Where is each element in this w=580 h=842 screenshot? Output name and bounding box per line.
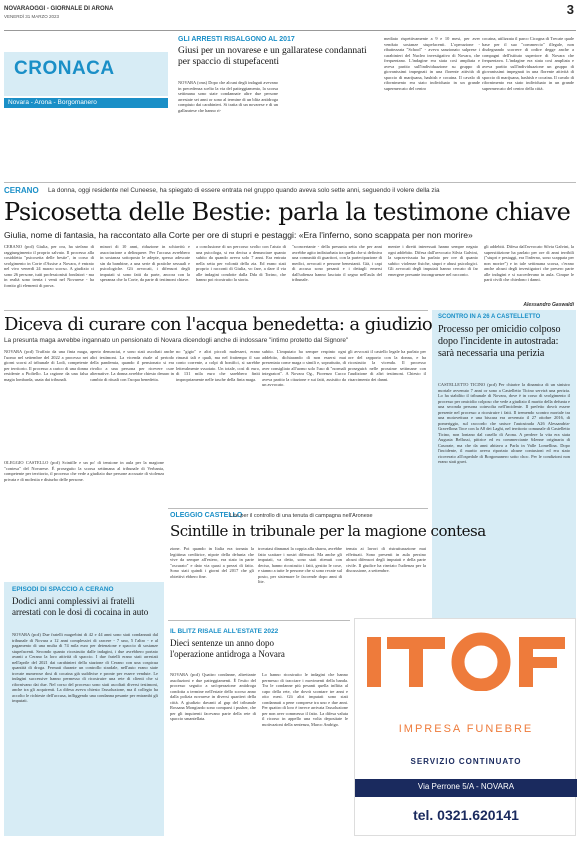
masthead: NOVARAOGGI - GIORNALE DI ARONA [4,6,114,12]
second-headline: Diceva di curare con l'acqua benedetta: a giudizio [4,314,433,335]
kicker-location: OLEGGIO CASTELLO [170,512,243,519]
article-kicker: GLI ARRESTI RISALGONO AL 2017 [178,36,295,43]
scintille-headline: Scintille in tribunale per la magione contesa [170,522,486,540]
article-column: minori di 10 anni, riduzione in schiavitù e associazione a delinquere. Per l'accusa avrebbero in sostanza sottoposto le adepte, spesso adescate sin da bambine, a una serie di pratiche sessuali e psicologiche. Gli avvocati, i difensori degli imputati si sono fatti da parte, ancora con la speranza che la Corte, da parte di testimoni chiave. [100,244,190,282]
ad-service: SERVIZIO CONTINUATO [410,757,522,766]
article-column: trovatasi dinnanzi la coppia alla sbarra, avrebbe fatto scattare i nostri difensori. Ma anche gli imputati, va detto, sono stati ritenuti con deciso, hanno ricostruito i fatti, gestito le cose, e stanno a tutte le persone che si sono recate sul posto, per sistemare le faccende dopo anni di lite. [258,546,342,584]
main-kicker-row [4,186,576,196]
article-column: "sconcertante - della presunta setta che per anni avrebbe agito indisturbata tra quella che si definiva una comunità di guaritori, con la partecipazione di medici, avvocati e persone benestanti. Già, i capi di accusa sono pesanti e i dettagli emersi dall'udienza hanno lasciato il segno nell'aula del tribunale. [292,244,382,282]
article-column: NOVARA (pcd) Quattro condanne, altrettante assoluzioni e due patteggiamenti. È l'esito del processo seguito a un'operazione antidroga condotta a termine nell'estate dello scorso anno dalla polizia novarese in diversi quartieri della città. A giudizio davanti al gup del tribunale Rossana Mongiardo sono comparsi i pusher, che per gli inquirenti facevano parte della rete di spaccio smantellata. [170,672,256,721]
kicker-location: CERANO [4,186,39,195]
article-arresti [178,36,574,176]
article-title: Giusi per un novarese e un gallaratese condannati per spaccio di stupefacenti [178,46,367,67]
main-subtitle: Giulia, nome di fantasia, ha raccontato alla Corte per ore di stupri e pestaggi: «Era l'inferno, sono scappata per non morire» [4,230,473,240]
header-rule [4,30,576,31]
article-column: gli avvocati il castello legale ha parlato per ore del rapporto con la donna, e ha ricostruito la vicenda. Il processo proseguirà nelle prossime settimane con l'audizione di altri testimoni. Chiesto il risarcimento dei danni. [348,349,426,382]
sidebar-box-cerano [4,582,164,836]
divider [168,620,350,621]
advertisement-itof[interactable] [354,618,576,836]
article-column: a conclusione di un percorso svolto con l'aiuto di una psicologa, si era decisa a denunciare quanto subito da quando aveva solo 7 anni. Era entrata nella setta per volontà della zia. Ed erano stati proprio i racconti di Giulia, vo fare, a dare il via alle indagini condotte dalla Dda di Torino, che hanno poi ricostruito la storia. [196,244,286,282]
article-column: OLEGGIO CASTELLO (pcd) Scintille e un po' di tensione in aula per la magione "contesa" del Novarese. È proseguito la scorsa settimana al tribunale di Verbania, competente per territorio, il processo che vede a giudizio due persone accusate di violenza privata e di molestia e disturbo delle persone. [4,460,164,482]
page-number: 3 [566,2,574,17]
article-column: no "gigio" e altri piccoli malesseri, erano rimasti tali e quali, ma nel frattempo il suo conto corrente, a colpi di bonifici, si sarebbe letteralmente svuotato. Un totale, così di euro, di 131 mila euro che sarebbero finiti impropriamente nelle tasche della finta maga. [176,349,260,382]
article-column: subito. L'imputato ha sempre respinto ogni addebito, dichiarando di non essersi mai presentata come maga o simili e, soprattutto, di aver consigliato all'uomo solo l'uso di "normali integratori". A Novara Og., Fiorenzo Cucco aveva partito la citazione e sui fatti, assistito da un avvocato. [262,349,346,387]
itof-logo [363,629,569,691]
blitz-kicker: IL BLITZ RISALE ALL'ESTATE 2022 [170,628,279,635]
ad-tagline: IMPRESA FUNEBRE [398,723,534,735]
article-column: aperto denunciai, e sono stati ascoltati anche altri testimoni. La vicenda risale al periodo della pandemia, quando il pensionato si era rivolto a una persona per ricevere cure alternative. La donna avrebbe chiesto denaro in cambio di rituali con l'acqua benedetta. [90,349,174,382]
article-column: Lo hanno ricostruito le indagini che hanno permesso di tracciare i movimenti della banda. Tra le condanne più pesanti quella inflitta al capo della rete, che dovrà scontare tre anni e otto mesi. Gli altri imputati sono stati condannati a pene comprese tra uno e due anni. Per quattro di loro è invece arrivata l'assoluzione per non aver commesso il fatto. La difesa valuta il ricorso in appello una volta depositate le motivazioni della sentenza, Marco Andrigo. [262,672,348,727]
section-subtitle-bar [4,98,168,108]
second-subtitle: La presunta maga avrebbe ingannato un pensionato di Novara dicendogli anche di indossare "intimo protetto dal Signore" [4,337,349,344]
ad-phone[interactable]: tel. 0321.620141 [413,807,519,823]
divider [4,310,428,311]
box-title: Processo per omicidio colposo dopo l'incidente in autostrada: sarà necessaria una perizia [438,324,561,359]
divider [168,508,428,509]
divider [4,182,576,183]
article-column: mentre i diretti interessati hanno sempre negato ogni addebito. Difesa dall'avvocato Silvia Galvini, la sopravvissuta ha parlato per ore di quanto subito: violenze fisiche, stupri e abusi psicologici. Gli avvocati degli imputati hanno cercato di far emergere presunte incongruenze nel racconto. [388,244,478,277]
article-signature: Alessandro Gaswaldi [523,302,574,308]
box-text: CASTELLETTO TICINO (pcd) Per chiarire la dinamica di un sinistro mortale avvenuto 7 anni or sono a Castelletto Ticino servirà una perizia. Lo ha stabilito il tribunale di Novara, dove è in corso di svolgimento il processo per omicidio colposo che vede a giudizio il marito della defunta e una seconda persona coinvolta nell'incidente. Il prefetto dovrà essere presente nel processo a ricostruire i fatti. Il tremendo scontro mortale tra una motovettura e una biscara era avvenuto il 27 ottobre 2016, di pomeriggio, sul raccordo che unisce l'autostrada A26 Alessandria-Gravellona Toce con la A8 dei Laghi, nel territorio comunale di Castelletto Ticino, non lontano dal casello di Arona. A perdere la vita era stata Augusta Bellussi, pittrice ed ex commerciante 64enne originaria di Casorate, ma che da anni abitava a Parla in Valle Lomellina. Dopo l'incidente, il marito aveva riportato alcune contusioni ed era stato ricoverato all'ospedale di Borgomanero sotto choc. Per le condizioni non erano stati gravi. [438,382,570,464]
article-column: cocaina, utilizzata il parco Cicogna di Trecate quale base per il suo "commercio" illegale, non disdegnando scorrere di ordire degge anche a compagni dell'istituto superiore di Novara che frequentava. L'indagine era stata così ampliata e aveva partito sull'individuazione un gruppo di giovanissimi impegnati in una florente attività di spaccio di marijuana, hashish e cocaina. Il cavalo di rifornimento era stato individuato in un grande supermercato del centro della città. [482,36,574,91]
article-column: NOVARA (pcd) Truffato da una finta maga, l'uomo nel settembre del 2022 a processo nei giorni scorsi al tribunale di Lodi, competente per territorio. Il processo a carico di una donna residente a Pioltello. La ragione da una falsa magia lombarda, usata dai tribunali. [4,349,88,382]
main-headline: Psicosetta delle Bestie: parla la testimone chiave [4,198,571,226]
section-banner [4,52,168,96]
section-subtitle: Novara - Arona - Borgomanero [8,99,97,106]
box-kicker: SCONTRO IN A 26 A CASTELLETTO [438,314,541,320]
blitz-title: Dieci sentenze un anno dopo l'operazione antidroga a Novara [170,638,285,659]
dateline: VENERDÌ 31 MARZO 2023 [4,14,60,19]
ad-address: Via Perrone 5/A - NOVARA [417,782,515,791]
article-column: zione. Poi quando in Italia era tornata la legittima creditrice, nipote della defunta che vive da sempre all'estero, era stato in parte "oscurato" e dato via quasi a prezzi di fatto. Sono stati quindi i giorni del 2017 che gli obiettivi ebbero fine. [170,546,254,579]
kicker-text: Lite per il controllo di una tenuta di campagna nell'Aronese [230,513,373,519]
box-title: Dodici anni complessivi ai fratelli arrestati con le dosi di cocaina in auto [12,596,149,617]
article-column: mediato rispettivamente a 9 e 10 mesi, per aver venduto sostanze stupefacenti. L'operazione - ribattezzata "School" - aveva sanzionato sulprese i carabinieri del Nucleo investigativo di Novara, che frequentano. L'indagine era stata così ampliata e aveva partito sull'individuazione su gruppo di giovanissimi impegnati in una florente attività di spaccio di marijuana, hashish e cocaina. Il cavalo di rifornimento era stato individuato in un grande supermercato del centro [384,36,480,91]
article-column: NOVARA (cms) Dopo che alcuni degli indagati avevano in precedenza scelto la via del patteggiamento, la scorsa settimana sono state condannate altre due persone arrestate sei anni or sono al termine di un blitz antidroga compiuto dai carabinieri. Si tratta di un novarese e di un gallaratese che hanno ri- [178,80,278,113]
kicker-text: La donna, oggi residente nel Cuneese, ha spiegato di essere entrata nel gruppo quando aveva solo sette anni, seguendo il volere della zia [48,187,440,194]
article-column: gli addebiti. Difesa dall'avvocato Silvia Galvini, la superstitizione ha parlato per ore di anni terribili ("stupri e pestaggi, era l'inferno, sono scappata per non morire") e in tale settimana scorsa, c'erano anche alcuni degli investigatori che presero parte alle indagini e si succedevano in aula. Cinque le parti civili che chiedono i danni. [484,244,574,282]
article-column: CERANO (pcd) Giulia, per ora, ha stefano di raggiungimento il proprio salvato. Il processo alla cosiddetta "psicosetta delle bestie", in corso di svolgimento in Corte d'Assise a Novara, è entrato nel vivo venerdì 24 marzo scorso. A giudizio ci sono 26 persone, tutti professionisti fondatori - ma in realtà sono trenta i venti nel Novarese - ha fornito gli elementi di prova. [4,244,94,288]
box-kicker: EPISODI DI SPACCIO A CERANO [12,586,114,593]
box-text: NOVARA (pcd) Due fratelli magrebini di 42 e 44 anni sono stati condannati dal tribunale di Novara a 12 anni complessivi di carcere - 7 uno, 5 l'altro - e al pagamento di una multa di 74 mila euro per detenzione e spaccio di sostanze stupefacenti. Secondo quanto ricostruito dalle indagini, i due avrebbero portato avanti a Cerano la loro attività di spaccio. I due fratelli erano stati arrestati nell'aprile del 2021 dai carabinieri della stazione di Cerano con una cospicua quantità di droga. Fermati durante un controllo stradale, nell'auto erano state trovate numerose dosi di cocaina già suddivise e pronte per essere vendute. Le indagini successive hanno permesso di ricostruire una rete di clienti che si rifornivano dai due. Nel corso del processo sono stati ascoltati diversi testimoni, anche tra gli acquirenti. La difesa aveva chiesto l'assoluzione, ma il collegio ha accolto le richieste dell'accusa, infliggendo una condanna pesante per entrambi gli imputati. [12,632,158,703]
article-column: tenuta ai lavori di ristrutturazione mai effettuati. Sono presenti in aula persino alcuni difensori degli imputati e della parte civile. Il giudice ha rinviato l'udienza per la discussione, a settembre. [346,546,426,573]
section-title: CRONACA [14,58,115,79]
